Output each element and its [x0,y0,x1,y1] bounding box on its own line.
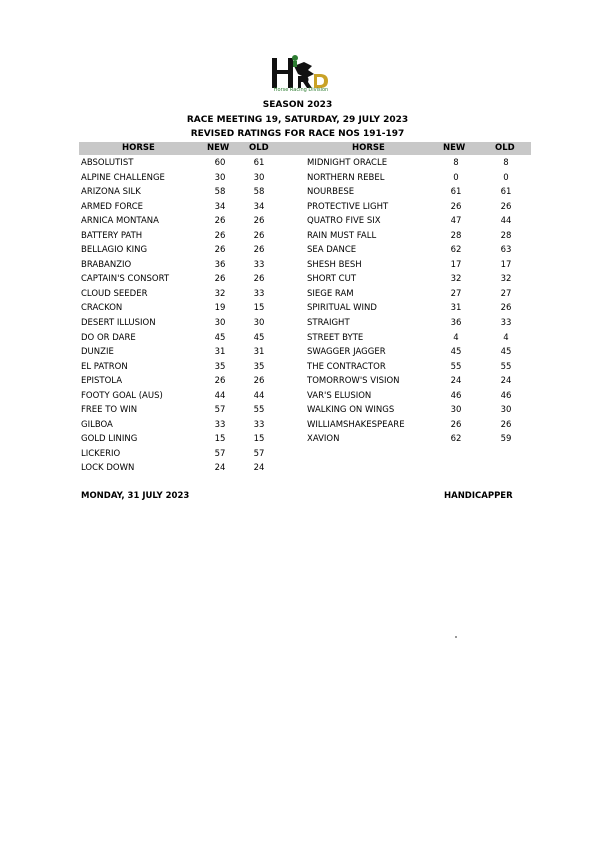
left-horse-header: HORSE [122,143,155,153]
old-rating: 44 [500,216,512,227]
table-row [307,243,527,258]
horse-name: QUATRO FIVE SIX [307,216,381,227]
old-rating: 26 [253,216,265,227]
old-rating: 45 [500,347,512,358]
table-row [307,214,527,229]
old-rating: 31 [253,347,265,358]
old-rating: 55 [253,405,265,416]
old-rating: 30 [500,405,512,416]
new-rating: 36 [450,318,462,329]
old-rating: 33 [253,259,265,270]
old-rating: 24 [253,463,265,474]
table-row [81,374,281,389]
new-rating: 17 [450,259,462,270]
new-rating: 55 [450,361,462,372]
table-row [81,301,281,316]
new-rating: 62 [450,434,462,445]
old-rating: 15 [253,303,265,314]
old-rating: 4 [503,332,509,343]
season-title: SEASON 2023 [262,100,333,110]
table-row [81,272,281,287]
horse-name: ALPINE CHALLENGE [81,172,165,183]
old-rating: 26 [253,376,265,387]
meeting-title: RACE MEETING 19, SATURDAY, 29 JULY 2023 [186,115,409,125]
old-rating: 61 [500,187,512,198]
new-rating: 58 [214,187,226,198]
horse-name: CRACKON [81,303,123,314]
old-rating: 46 [500,390,512,401]
horse-name: CLOUD SEEDER [81,288,148,299]
table-row [307,360,527,375]
new-rating: 27 [450,288,462,299]
table-row [81,331,281,346]
horse-name: VAR'S ELUSION [307,390,372,401]
right-old-header: OLD [495,143,515,153]
table-row [307,171,527,186]
footer-date: MONDAY, 31 JULY 2023 [81,491,190,501]
table-row [81,316,281,331]
right-new-header: NEW [443,143,466,153]
table-row [81,229,281,244]
old-rating: 26 [500,201,512,212]
table-row [307,331,527,346]
horse-name: XAVION [307,434,340,445]
table-row [81,403,281,418]
horse-name: DESERT ILLUSION [81,318,156,329]
old-rating: 59 [500,434,512,445]
horse-name: SHESH BESH [307,259,362,270]
table-row [81,432,281,447]
new-rating: 30 [450,405,462,416]
new-rating: 26 [214,230,226,241]
old-rating: 8 [503,158,509,168]
old-rating: 30 [253,172,265,183]
horse-name: CAPTAIN'S CONSORT [81,274,170,285]
new-rating: 31 [450,303,462,314]
horse-name: SHORT CUT [307,274,357,285]
horse-name: TOMORROW'S VISION [307,376,400,387]
new-rating: 31 [214,347,226,358]
new-rating: 28 [450,230,462,241]
horse-name: SPIRITUAL WIND [307,303,377,314]
new-rating: 8 [453,158,459,168]
right-ratings-column [307,156,527,447]
table-row [307,287,527,302]
new-rating: 57 [214,448,226,459]
table-row [307,156,527,171]
old-rating: 26 [500,303,512,314]
logo-caption: Horse Racing Division [273,87,329,93]
new-rating: 32 [214,288,226,299]
old-rating: 28 [500,230,512,241]
old-rating: 57 [253,448,265,459]
footer-signature: HANDICAPPER [444,491,513,501]
new-rating: 26 [214,376,226,387]
horse-name: FREE TO WIN [81,405,138,416]
new-rating: 26 [214,245,226,256]
old-rating: 44 [253,390,265,401]
horse-name: GOLD LINING [81,434,138,445]
old-rating: 17 [500,259,512,270]
old-rating: 32 [500,274,512,285]
old-rating: 34 [253,201,265,212]
new-rating: 34 [214,201,226,212]
table-row [307,229,527,244]
new-rating: 62 [450,245,462,256]
new-rating: 26 [450,419,462,430]
new-rating: 4 [453,332,459,343]
old-rating: 35 [253,361,265,372]
old-rating: 33 [253,288,265,299]
old-rating: 26 [253,245,265,256]
new-rating: 0 [453,172,459,183]
horse-name: WALKING ON WINGS [307,405,395,416]
horse-name: EPISTOLA [81,376,123,387]
old-rating: 63 [500,245,512,256]
table-row [307,389,527,404]
new-rating: 15 [214,434,226,445]
old-rating: 26 [253,274,265,285]
old-rating: 26 [500,419,512,430]
horse-name: PROTECTIVE LIGHT [307,201,389,212]
old-rating: 33 [253,419,265,430]
old-rating: 27 [500,288,512,299]
old-rating: 61 [253,158,265,168]
table-row [81,214,281,229]
table-row [307,418,527,433]
old-rating: 0 [503,172,509,183]
new-rating: 19 [214,303,226,314]
new-rating: 61 [450,187,462,198]
stray-mark [455,636,457,638]
old-rating: 26 [253,230,265,241]
old-rating: 15 [253,434,265,445]
new-rating: 33 [214,419,226,430]
new-rating: 47 [450,216,462,227]
horse-name: LOCK DOWN [81,463,135,474]
revised-title: REVISED RATINGS FOR RACE NOS 191-197 [190,129,405,139]
table-row [307,258,527,273]
new-rating: 24 [450,376,462,387]
horse-name: SIEGE RAM [307,288,354,299]
new-rating: 45 [450,347,462,358]
table-row [81,287,281,302]
table-row [307,185,527,200]
table-row [81,447,281,462]
left-ratings-column [81,156,281,476]
new-rating: 57 [214,405,226,416]
new-rating: 45 [214,332,226,343]
new-rating: 30 [214,172,226,183]
table-row [307,345,527,360]
table-row [81,389,281,404]
table-row [307,403,527,418]
horse-name: RAIN MUST FALL [307,230,377,241]
new-rating: 26 [214,216,226,227]
table-row [81,258,281,273]
table-row [307,200,527,215]
horse-name: ARNICA MONTANA [81,216,159,227]
table-row [81,418,281,433]
table-row [81,185,281,200]
horse-name: ARMED FORCE [81,201,144,212]
table-row [81,243,281,258]
table-row [81,345,281,360]
table-row [307,316,527,331]
horse-name: BRABANZIO [81,259,132,270]
left-old-header: OLD [249,143,269,153]
table-row [81,360,281,375]
horse-name: STREET BYTE [307,332,364,343]
new-rating: 26 [450,201,462,212]
new-rating: 26 [214,274,226,285]
horse-name: WILLIAMSHAKESPEARE [307,419,405,430]
new-rating: 44 [214,390,226,401]
horse-name: MIDNIGHT ORACLE [307,158,388,168]
old-rating: 30 [253,318,265,329]
new-rating: 46 [450,390,462,401]
horse-name: ARIZONA SILK [81,187,141,198]
table-row [307,374,527,389]
right-horse-header: HORSE [352,143,385,153]
horse-name: FOOTY GOAL (AUS) [81,390,163,401]
horse-name: BELLAGIO KING [81,245,148,256]
old-rating: 33 [500,318,512,329]
new-rating: 35 [214,361,226,372]
left-new-header: NEW [207,143,230,153]
table-row [307,432,527,447]
new-rating: 32 [450,274,462,285]
horse-name: ABSOLUTIST [81,158,134,168]
old-rating: 58 [253,187,265,198]
horse-name: LICKERIO [81,448,121,459]
new-rating: 30 [214,318,226,329]
horse-name: THE CONTRACTOR [307,361,386,372]
horse-name: DO OR DARE [81,332,136,343]
table-row [81,156,281,171]
table-row [307,301,527,316]
horse-name: STRAIGHT [307,318,350,329]
new-rating: 36 [214,259,226,270]
horse-name: SEA DANCE [307,245,357,256]
horse-name: NOURBESE [307,187,355,198]
old-rating: 55 [500,361,512,372]
new-rating: 24 [214,463,226,474]
horse-name: DUNZIE [81,347,114,358]
table-row [307,272,527,287]
horse-name: NORTHERN REBEL [307,172,385,183]
horse-name: EL PATRON [81,361,128,372]
old-rating: 24 [500,376,512,387]
new-rating: 60 [214,158,226,168]
horse-name: SWAGGER JAGGER [307,347,386,358]
horse-name: BATTERY PATH [81,230,143,241]
old-rating: 45 [253,332,265,343]
table-row [81,171,281,186]
table-row [81,200,281,215]
horse-name: GILBOA [81,419,113,430]
table-row [81,461,281,476]
